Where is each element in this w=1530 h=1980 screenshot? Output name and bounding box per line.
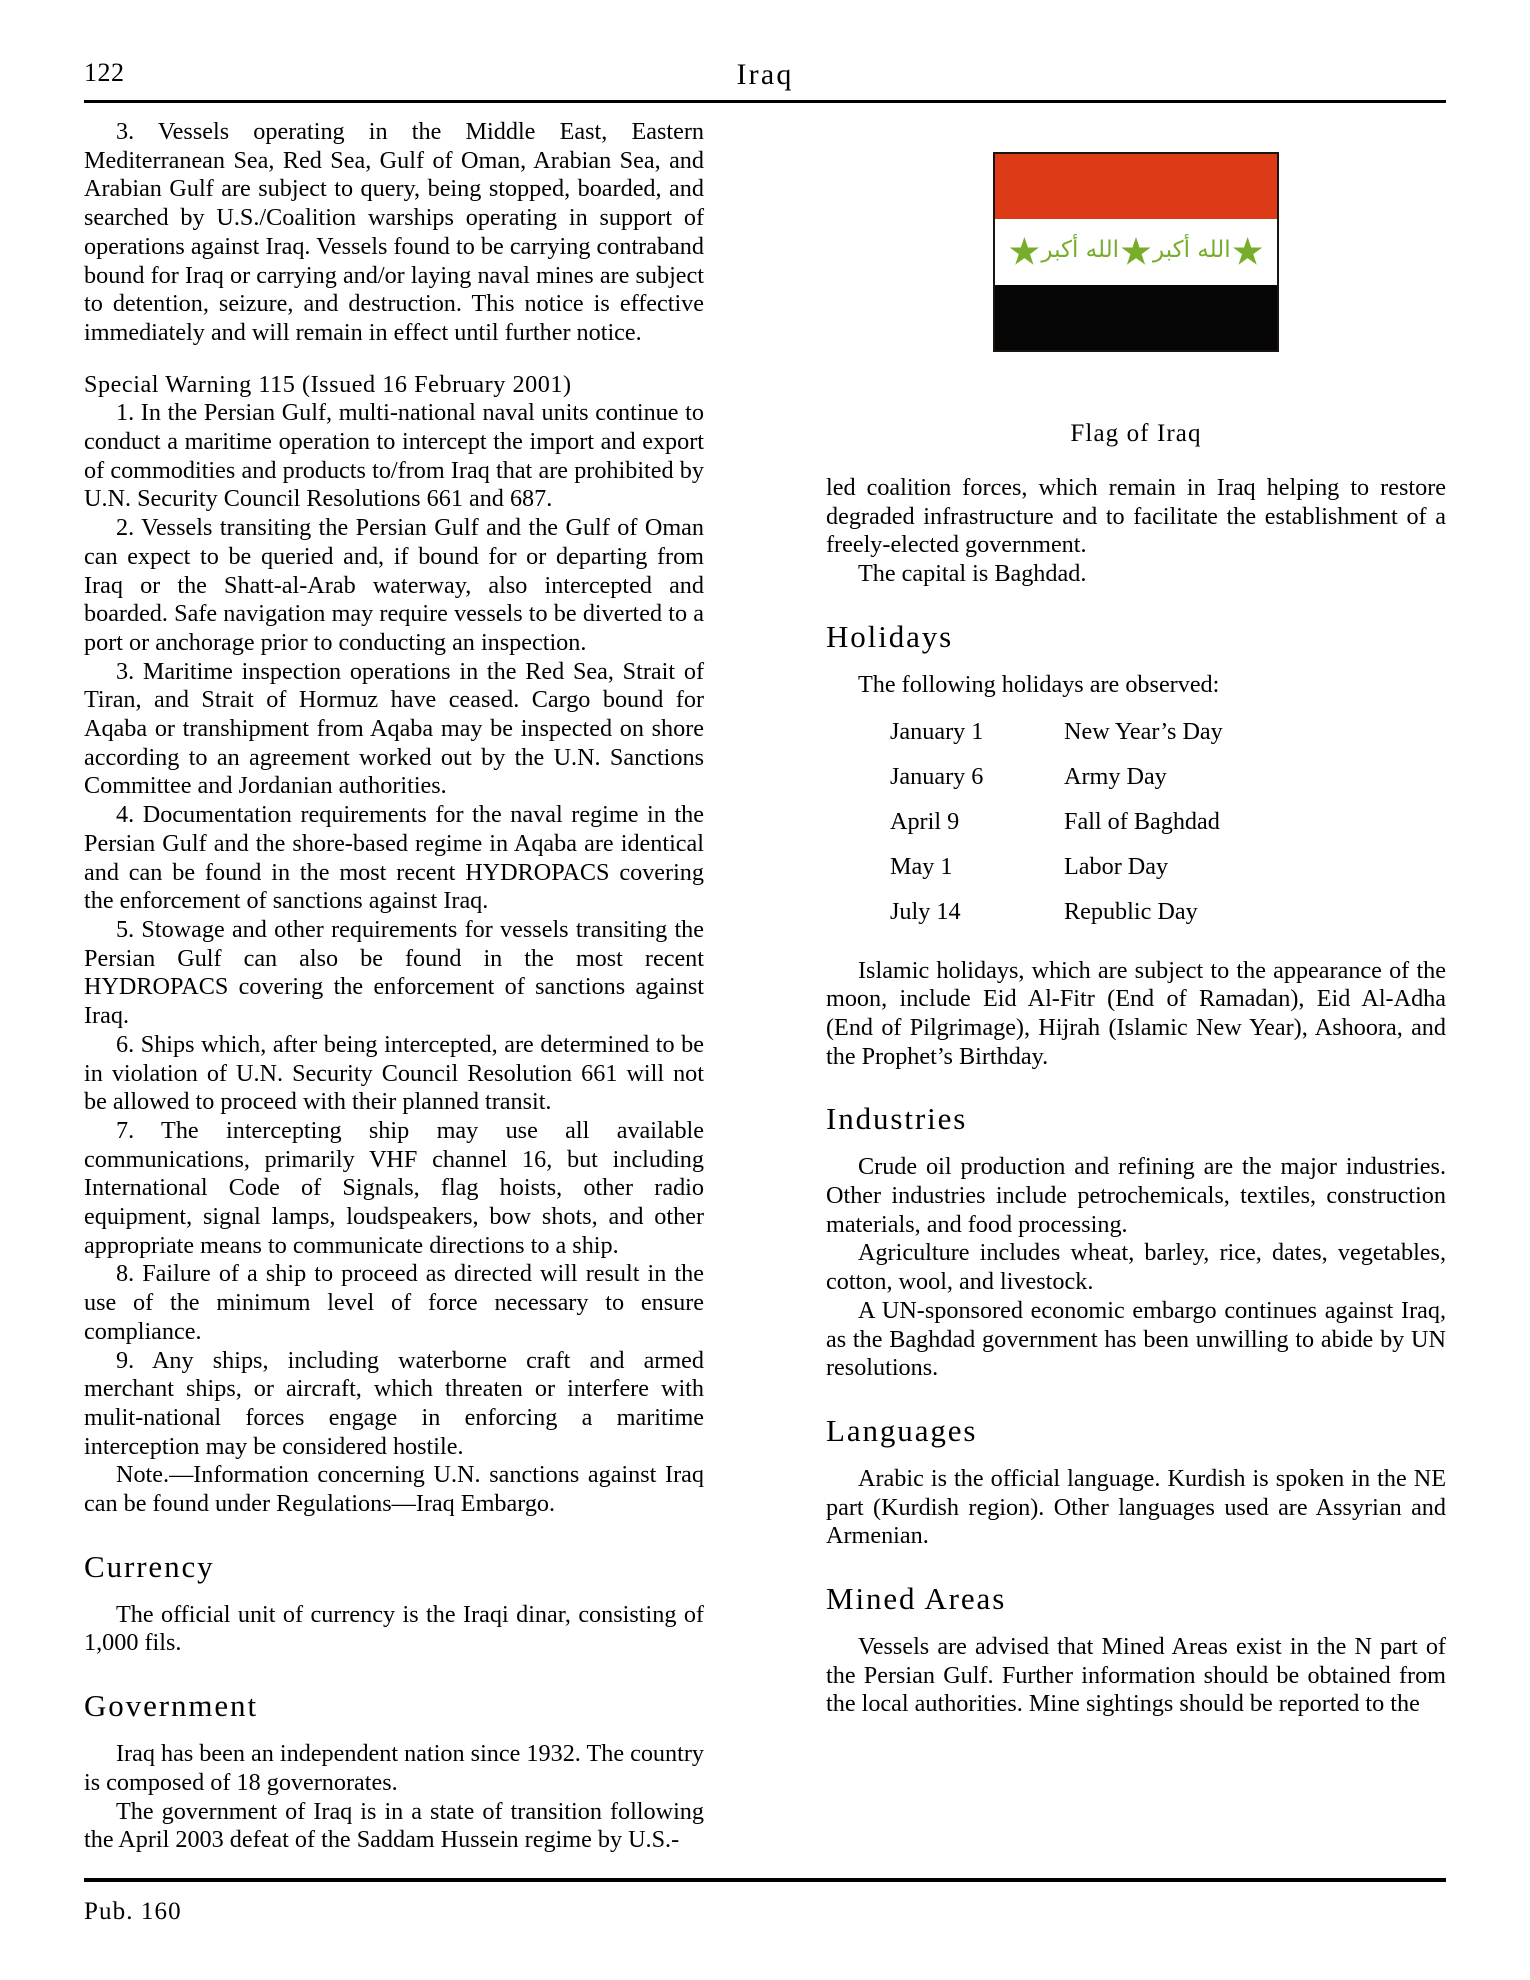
running-head xyxy=(84,58,1446,102)
table-row xyxy=(890,853,1223,898)
star-icon xyxy=(1121,237,1151,267)
holidays-table xyxy=(890,718,1223,943)
star-icon xyxy=(1009,237,1039,267)
flag-band-black xyxy=(995,285,1277,350)
paragraph-sw-item-2: 2. Vessels transiting the Persian Gulf and the Gulf of Oman can expect to be queried and, if bound for or departing from Iraq or the Shatt-al-Arab waterway, also intercepted and boarded. Safe navigation may require vessels to be diverted to a port or anchorage prior to conducting an inspection. xyxy=(84,514,704,656)
holiday-date: April 9 xyxy=(890,807,960,835)
publication-label: Pub. 160 xyxy=(84,1898,182,1925)
paragraph-industries-2: Agriculture includes wheat, barley, rice, dates, vegetables, cotton, wool, and livestock. xyxy=(826,1239,1446,1296)
flag-figure xyxy=(826,118,1446,474)
paragraph-islamic-holidays: Islamic holidays, which are subject to the appearance of the moon, include Eid Al-Fitr (End of Ramadan), Eid Al-Adha (End of Pilgrimage), Hijrah (Islamic New Year), Ashoora, and the Prophet’s Birthday. xyxy=(826,956,1446,1070)
heading-government: Government xyxy=(84,1688,258,1724)
table-row xyxy=(890,763,1223,808)
holiday-name: New Year’s Day xyxy=(1064,717,1223,745)
heading-industries: Industries xyxy=(826,1101,968,1137)
paragraph-sw-item-8: 8. Failure of a ship to proceed as directed will result in the use of the minimum level of force necessary to ensure compliance. xyxy=(84,1260,704,1345)
flag-emblem xyxy=(995,219,1277,284)
left-column xyxy=(84,118,704,1855)
paragraph-government-1: Iraq has been an independent nation since 1932. The country is composed of 18 governorates. xyxy=(84,1740,704,1796)
holiday-name: Republic Day xyxy=(1064,897,1198,925)
flag-of-iraq-image xyxy=(993,152,1279,352)
arabic-script-text: الله أكبر xyxy=(1153,237,1231,264)
table-row xyxy=(890,898,1223,943)
holiday-date: January 1 xyxy=(890,717,984,745)
heading-currency: Currency xyxy=(84,1548,215,1584)
paragraph-warning-item-3: 3. Vessels operating in the Middle East, Eastern Mediterranean Sea, Red Sea, Gulf of Oman, Arabian Sea, and Arabian Gulf are subject to query, being stopped, boarded, and searched by U.S./Coalition warships operating in support of operations against Iraq. Vessels found to be carrying contraband bound for Iraq or carrying and/or laying naval mines are subject to detention, seizure, and destruction. This notice is effective immediately and will remain in effect until further notice. xyxy=(84,118,704,346)
flag-band-red xyxy=(995,154,1277,219)
paragraph-languages: Arabic is the official language. Kurdish is spoken in the NE part (Kurdish region). Other languages used are Assyrian and Armenian. xyxy=(826,1464,1446,1550)
paragraph-government-continued: led coalition forces, which remain in Iraq helping to restore degraded infrastructure and to facilitate the establishment of a freely-elected government. xyxy=(826,474,1446,559)
holiday-name: Army Day xyxy=(1064,762,1167,790)
paragraph-capital: The capital is Baghdad. xyxy=(858,560,1087,588)
paragraph-mined-areas: Vessels are advised that Mined Areas exist in the N part of the Persian Gulf. Further information should be obtained from the local authorities. Mine sightings should be reported to the xyxy=(826,1633,1446,1718)
holiday-name: Labor Day xyxy=(1064,852,1169,880)
two-column-body xyxy=(84,118,1446,1854)
paragraph-government-2: The government of Iraq is in a state of transition following the April 2003 defeat of the Saddam Hussein regime by U.S.- xyxy=(84,1797,704,1854)
table-row xyxy=(890,718,1223,763)
paragraph-sw-item-1: 1. In the Persian Gulf, multi-national naval units continue to conduct a maritime operation to intercept the import and export of commodities and products to/from Iraq that are prohibited by U.N. Security Council Resolutions 661 and 687. xyxy=(84,399,704,513)
paragraph-sw-item-3: 3. Maritime inspection operations in the Red Sea, Strait of Tiran, and Strait of Hormuz have ceased. Cargo bound for Aqaba or transhipment from Aqaba may be inspected on shore according to an agreement worked out by the U.N. Sanctions Committee and Jordanian authorities. xyxy=(84,657,704,800)
paragraph-sw-item-5: 5. Stowage and other requirements for vessels transiting the Persian Gulf can also be found in the most recent HYDROPACS covering the enforcement of sanctions against Iraq. xyxy=(84,915,704,1030)
paragraph-holidays-intro: The following holidays are observed: xyxy=(858,670,1220,698)
paragraph-currency: The official unit of currency is the Iraqi dinar, consisting of 1,000 fils. xyxy=(84,1600,704,1657)
footer-divider xyxy=(84,1878,1446,1882)
holidays-table-body xyxy=(890,718,1223,943)
right-column xyxy=(826,118,1446,1719)
holiday-date: July 14 xyxy=(890,897,961,925)
arabic-script-text: الله أكبر xyxy=(1041,237,1119,264)
heading-languages: Languages xyxy=(826,1412,978,1448)
paragraph-sw-item-4: 4. Documentation requirements for the naval regime in the Persian Gulf and the shore-based regime in Aqaba are identical and can be found in the most recent HYDROPACS covering the enforcement of sanctions against Iraq. xyxy=(84,801,704,915)
page-title: Iraq xyxy=(736,58,794,91)
page-number: 122 xyxy=(84,58,125,87)
heading-mined-areas: Mined Areas xyxy=(826,1581,1007,1617)
paragraph-industries-3: A UN-sponsored economic embargo continues against Iraq, as the Baghdad government has been unwilling to abide by UN resolutions. xyxy=(826,1296,1446,1382)
special-warning-heading: Special Warning 115 (Issued 16 February 2001) xyxy=(84,370,572,398)
holiday-name: Fall of Baghdad xyxy=(1064,807,1220,835)
holiday-date: May 1 xyxy=(890,852,953,880)
paragraph-sw-item-9: 9. Any ships, including waterborne craft and armed merchant ships, or aircraft, which threaten or interfere with mulit-national forces engage in enforcing a maritime interception may be considered hostile. xyxy=(84,1346,704,1460)
star-icon xyxy=(1233,237,1263,267)
header-divider xyxy=(84,100,1446,103)
paragraph-sw-note: Note.—Information concerning U.N. sanctions against Iraq can be found under Regulations—Iraq Embargo. xyxy=(84,1461,704,1518)
heading-holidays: Holidays xyxy=(826,618,954,654)
paragraph-sw-item-6: 6. Ships which, after being intercepted, are determined to be in violation of U.N. Security Council Resolution 661 will not be allowed to proceed with their planned transit. xyxy=(84,1030,704,1116)
flag-caption: Flag of Iraq xyxy=(1070,420,1202,447)
table-row xyxy=(890,808,1223,853)
paragraph-sw-item-7: 7. The intercepting ship may use all available communications, primarily VHF channel 16, but including International Code of Signals, flag hoists, other radio equipment, signal lamps, loudspeakers, bow shots, and other appropriate means to communicate directions to a ship. xyxy=(84,1116,704,1259)
holiday-date: January 6 xyxy=(890,762,984,790)
paragraph-industries-1: Crude oil production and refining are the major industries. Other industries include petrochemicals, textiles, construction materials, and food processing. xyxy=(826,1153,1446,1238)
